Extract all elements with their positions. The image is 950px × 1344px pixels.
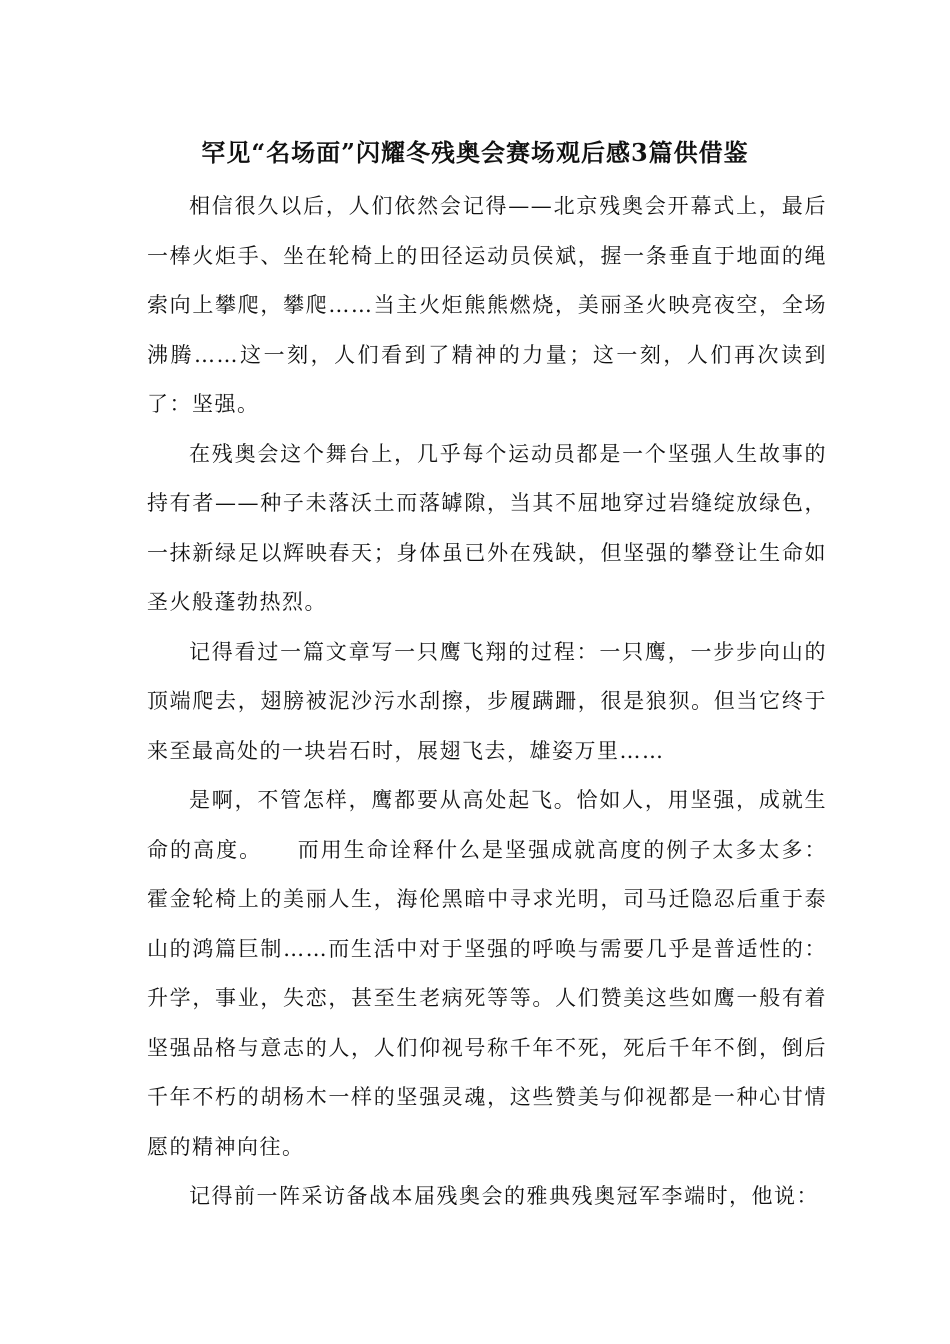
paragraph-2: 在残奥会这个舞台上，几乎每个运动员都是一个坚强人生故事的持有者——种子未落沃土而落罅隙，当其不屈地穿过岩缝绽放绿色，一抹新绿足以辉映春天；身体虽已外在残缺，但坚强的攀登让生命如圣火般蓬勃热烈。 xyxy=(147,441,827,614)
document-body xyxy=(147,182,827,1222)
paragraph-4: 是啊，不管怎样，鹰都要从高处起飞。恰如人，用坚强，成就生命的高度。 而用生命诠释什么是坚强成就高度的例子太多太多：霍金轮椅上的美丽人生，海伦黑暗中寻求光明，司马迁隐忍后重于泰山的鸿篇巨制……而生活中对于坚强的呼唤与需要几乎是普适性的：升学，事业，失恋，甚至生老病死等等。人们赞美这些如鹰一般有着坚强品格与意志的人，人们仰视号称千年不死，死后千年不倒，倒后千年不朽的胡杨木一样的坚强灵魂，这些赞美与仰视都是一种心甘情愿的精神向往。 xyxy=(147,788,827,1159)
paragraph-5: 记得前一阵采访备战本届残奥会的雅典残奥冠军李端时，他说： xyxy=(189,1184,819,1208)
paragraph-1: 相信很久以后，人们依然会记得——北京残奥会开幕式上，最后一棒火炬手、坐在轮椅上的田径运动员侯斌，握一条垂直于地面的绳索向上攀爬，攀爬……当主火炬熊熊燃烧，美丽圣火映亮夜空，全场沸腾……这一刻，人们看到了精神的力量；这一刻，人们再次读到了：坚强。 xyxy=(147,194,827,416)
paragraph-3: 记得看过一篇文章写一只鹰飞翔的过程：一只鹰，一步步向山的顶端爬去，翅膀被泥沙污水刮擦，步履蹒跚，很是狼狈。但当它终于来至最高处的一块岩石时，展翅飞去，雄姿万里…… xyxy=(147,639,827,763)
document-title: 罕见“名场面”闪耀冬残奥会赛场观后感3篇供借鉴 xyxy=(201,138,749,167)
